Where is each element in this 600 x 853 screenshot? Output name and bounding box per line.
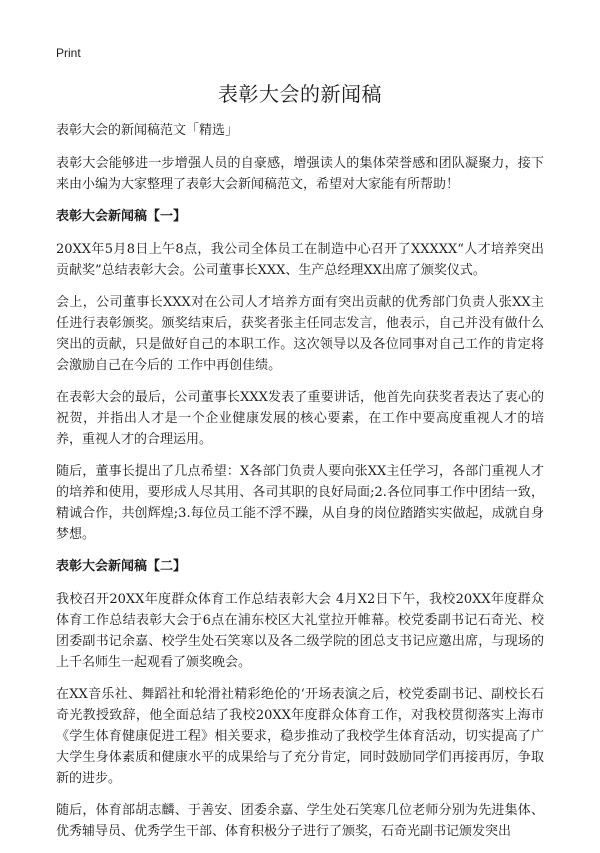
document-body <box>56 120 544 853</box>
section-1-paragraph: 在表彰大会的最后，公司董事长XXX发表了重要讲话，他首先向获奖者表达了衷心的祝贺，并指出人才是一个企业健康发展的核心要素，在工作中要高度重视人才的培养，重视人才的合理运用。 <box>56 390 544 447</box>
section-heading-1: 表彰大会新闻稿【一】 <box>56 209 187 224</box>
section-2-paragraph: 随后，体育部胡志麟、于善安、团委余嘉、学生处石笑寒几位老师分别为先进集体、优秀辅导员、优秀学生干部、体育积极分子进行了颁奖，石奇光副书记颁发突出 <box>56 803 544 839</box>
document-subtitle: 表彰大会的新闻稿范文「精选」 <box>56 123 239 138</box>
section-heading-2: 表彰大会新闻稿【二】 <box>56 559 187 574</box>
section-1-paragraph: 随后，董事长提出了几点希望：X各部门负责人要向张XX主任学习，各部门重视人才的培养和使用，要形成人尽其用、各司其职的良好局面;2.各位同事工作中团结一致，精诚合作，共创辉煌;3.每位员工能不浮不躁，从自身的岗位踏踏实实做起，成就自身梦想。 <box>56 464 544 542</box>
intro-paragraph: 表彰大会能够进一步增强人员的自豪感，增强读人的集体荣誉感和团队凝聚力，接下来由小编为大家整理了表彰大会新闻稿范文，希望对大家能有所帮助！ <box>56 156 544 192</box>
section-1-paragraph: 会上，公司董事长XXX对在公司人才培养方面有突出贡献的优秀部门负责人张XX主任进行表彰颁奖。颁奖结束后，获奖者张主任同志发言，他表示，自己并没有做什么突出的贡献，只是做好自己的本职工作。这次领导以及各位同事对自己工作的肯定将会激励自己在今后的 工作中再创佳绩。 <box>56 295 544 373</box>
section-2-paragraph: 在XX音乐社、舞蹈社和轮滑社精彩绝伦的‘开场表演之后，校党委副书记、副校长石奇光教授致辞，他全面总结了我校20XX年度群众体育工作，对我校贯彻落实上海市《学生体育健康促进工程》相关要求，稳步推动了我校学生体育活动，切实提高了广大学生身体素质和健康水平的成果给与了充分肯定，同时鼓励同学们再接再厉，争取新的进步。 <box>56 687 544 786</box>
print-link[interactable]: Print <box>56 46 81 60</box>
section-1-paragraph: 20XX年5月8日上午8点，我公司全体员工在制造中心召开了XXXXX“人才培养突出贡献奖”总结表彰大会。公司董事长XXX、生产总经理XX出席了颁奖仪式。 <box>56 242 544 278</box>
document-title: 表彰大会的新闻稿 <box>218 82 382 106</box>
section-2-paragraph: 我校召开20XX年度群众体育工作总结表彰大会 4月X2日下午，我校20XX年度群众体育工作总结表彰大会于6点在浦东校区大礼堂拉开帷幕。校党委副书记石奇光、校团委副书记余嘉、校学生处石笑寒以及各二级学院的团总支书记应邀出席，与现场的上千名师生一起观看了颁奖晚会。 <box>56 592 544 670</box>
